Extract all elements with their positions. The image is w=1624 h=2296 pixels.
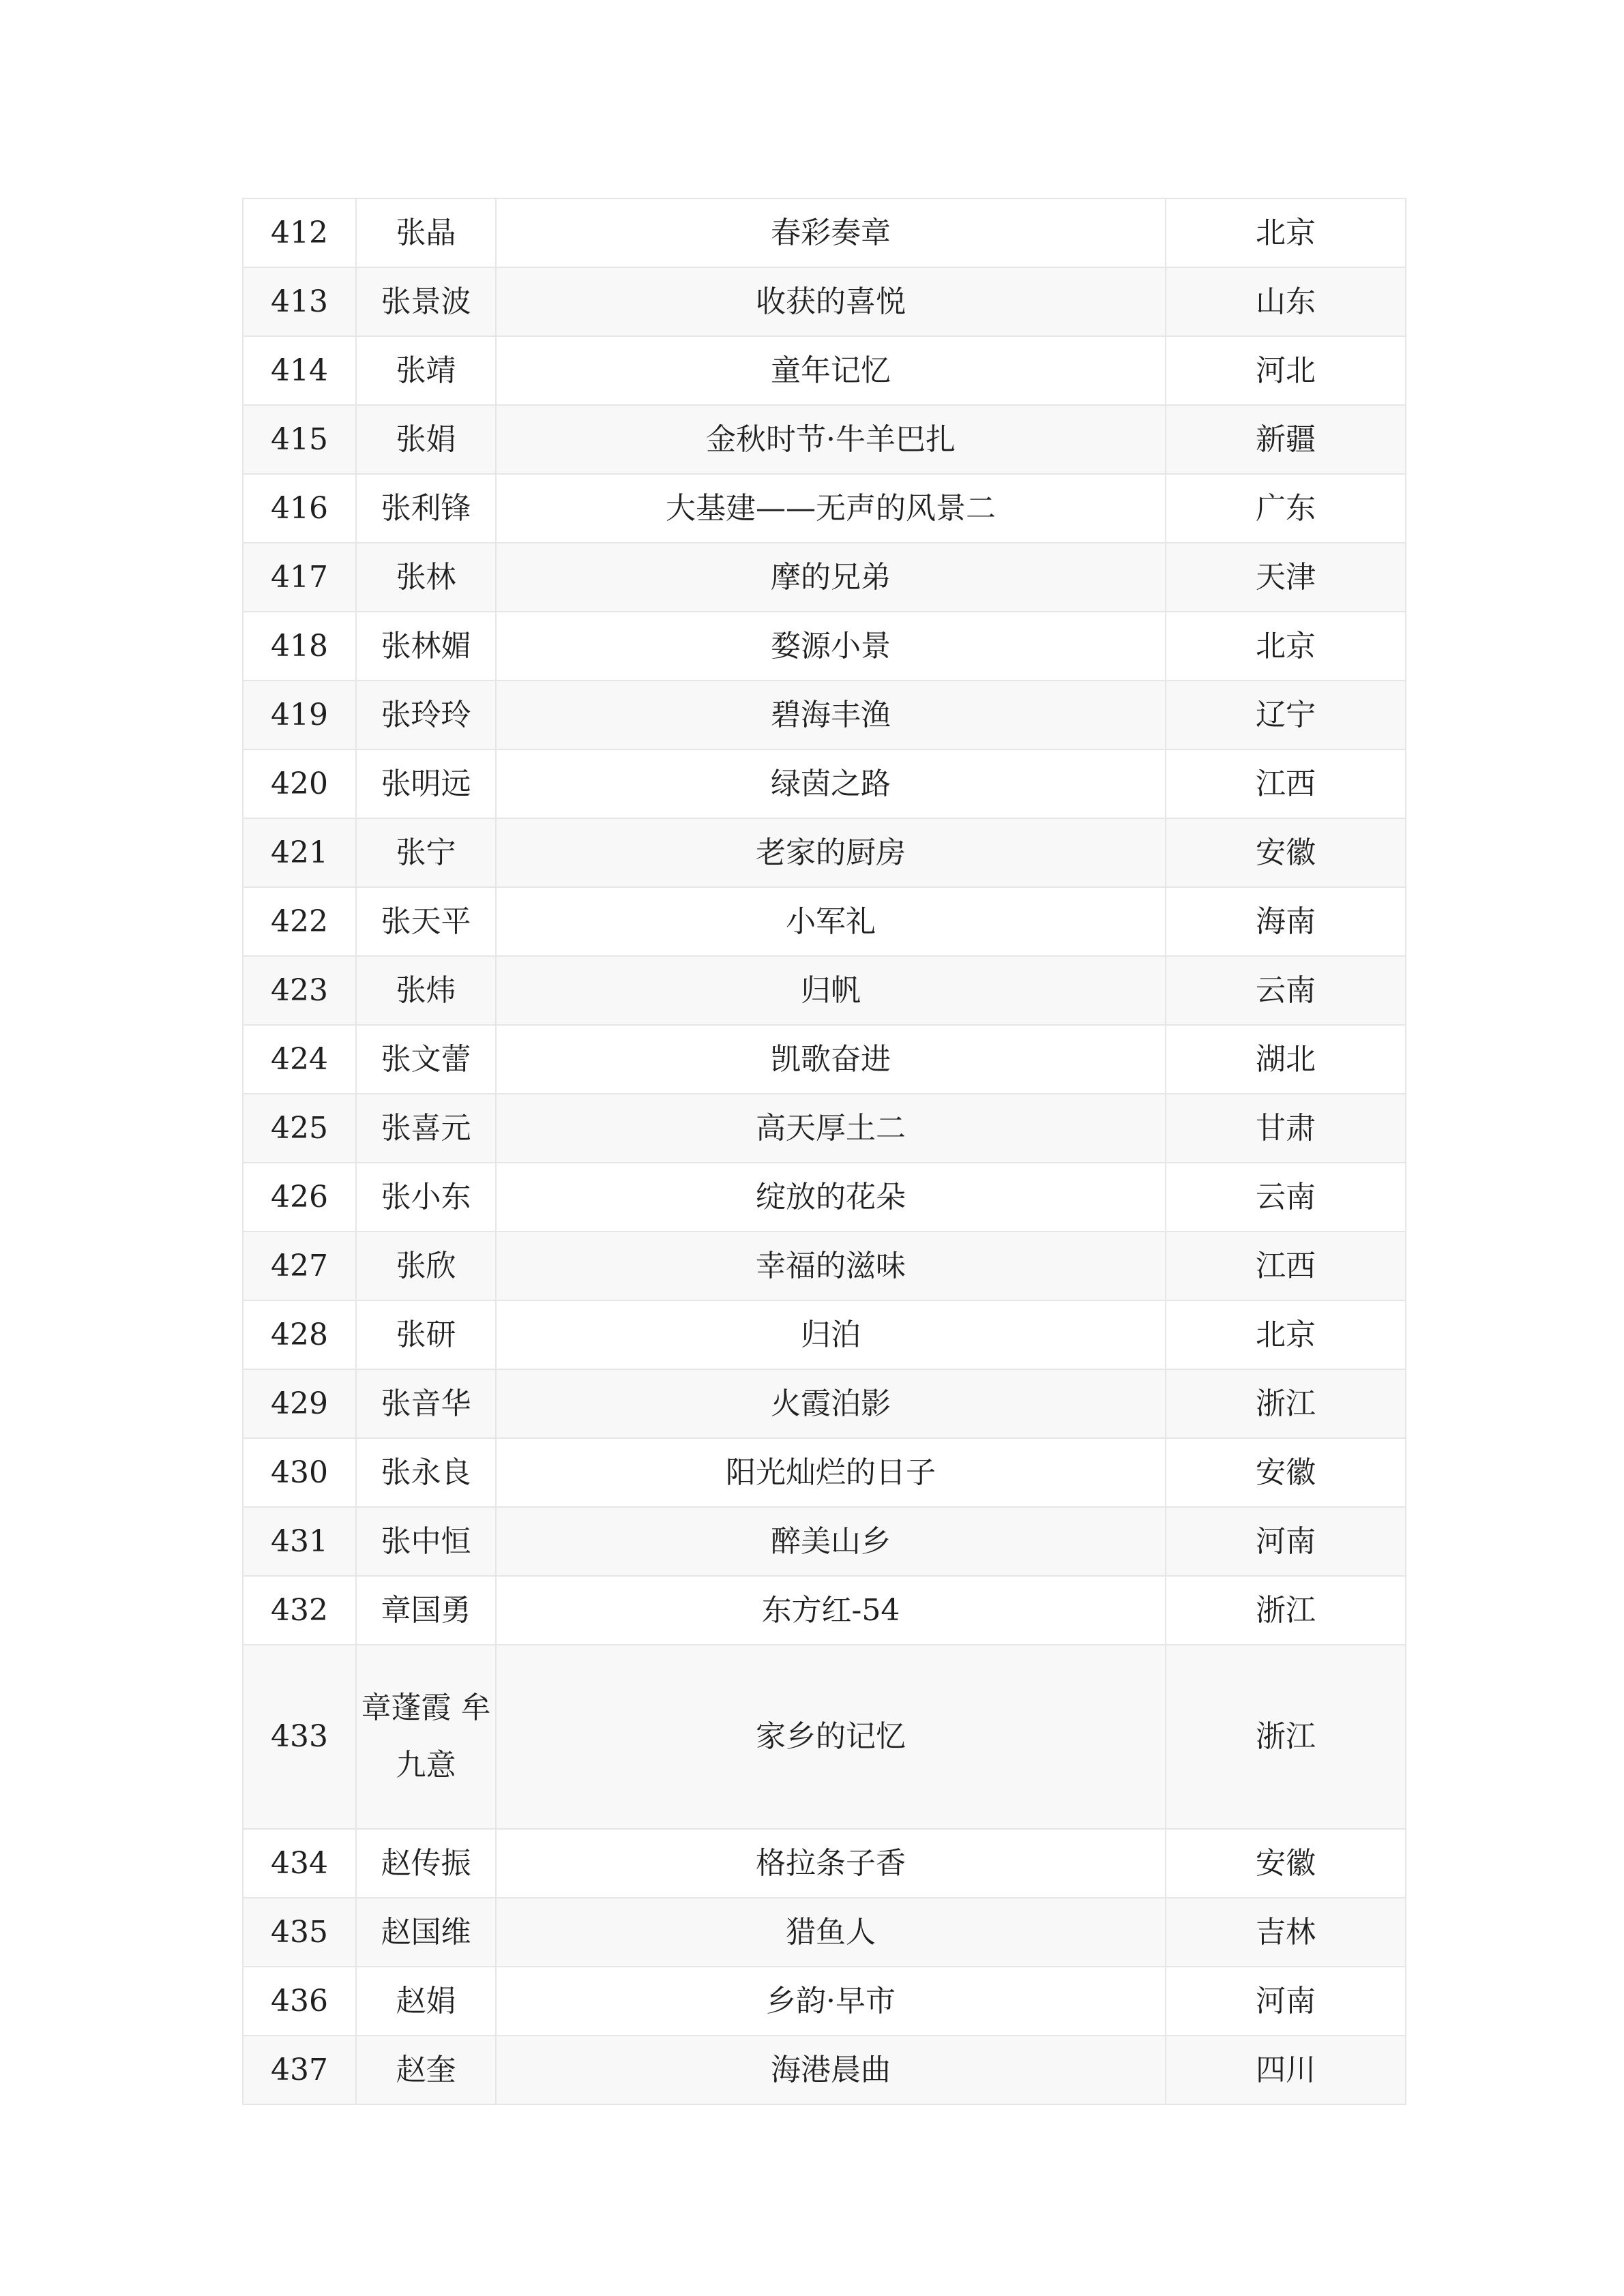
artist-name: 张晶 (356, 198, 496, 267)
row-number: 417 (243, 543, 356, 612)
entries-table (242, 198, 1406, 2105)
table-row (243, 405, 1406, 474)
row-number: 419 (243, 681, 356, 749)
artwork-title: 乡韵·早市 (496, 1967, 1166, 2036)
artwork-title: 金秋时节·牛羊巴扎 (496, 405, 1166, 474)
province: 广东 (1166, 474, 1406, 543)
table-row (243, 1645, 1406, 1829)
province: 海南 (1166, 887, 1406, 956)
artwork-title: 猎鱼人 (496, 1898, 1166, 1967)
table-row (243, 1094, 1406, 1163)
row-number: 421 (243, 818, 356, 887)
province: 湖北 (1166, 1025, 1406, 1094)
artwork-title: 大基建——无声的风景二 (496, 474, 1166, 543)
row-number: 431 (243, 1507, 356, 1576)
artwork-title: 碧海丰渔 (496, 681, 1166, 749)
province: 天津 (1166, 543, 1406, 612)
table-row (243, 1829, 1406, 1898)
row-number: 434 (243, 1829, 356, 1898)
artist-name: 赵娟 (356, 1967, 496, 2036)
artwork-title: 老家的厨房 (496, 818, 1166, 887)
row-number: 426 (243, 1163, 356, 1232)
table-row (243, 956, 1406, 1025)
artwork-title: 绽放的花朵 (496, 1163, 1166, 1232)
table-row (243, 612, 1406, 681)
province: 北京 (1166, 1300, 1406, 1369)
row-number: 428 (243, 1300, 356, 1369)
row-number: 415 (243, 405, 356, 474)
artist-name: 章蓬霞 牟九意 (356, 1645, 496, 1829)
table-row (243, 1025, 1406, 1094)
artwork-title: 摩的兄弟 (496, 543, 1166, 612)
artwork-title: 家乡的记忆 (496, 1645, 1166, 1829)
province: 安徽 (1166, 1829, 1406, 1898)
artwork-title: 幸福的滋味 (496, 1232, 1166, 1300)
row-number: 435 (243, 1898, 356, 1967)
artist-name: 张中恒 (356, 1507, 496, 1576)
artist-name: 张林媚 (356, 612, 496, 681)
row-number: 425 (243, 1094, 356, 1163)
province: 浙江 (1166, 1369, 1406, 1438)
table-row (243, 1232, 1406, 1300)
province: 云南 (1166, 1163, 1406, 1232)
row-number: 436 (243, 1967, 356, 2036)
table-row (243, 681, 1406, 749)
table-row (243, 1300, 1406, 1369)
province: 浙江 (1166, 1645, 1406, 1829)
province: 四川 (1166, 2036, 1406, 2104)
artist-name: 张炜 (356, 956, 496, 1025)
row-number: 418 (243, 612, 356, 681)
artist-name: 张喜元 (356, 1094, 496, 1163)
artist-name: 张文蕾 (356, 1025, 496, 1094)
artist-name: 赵奎 (356, 2036, 496, 2104)
province: 江西 (1166, 1232, 1406, 1300)
table-row (243, 749, 1406, 818)
artist-name: 张小东 (356, 1163, 496, 1232)
row-number: 430 (243, 1438, 356, 1507)
artwork-title: 高天厚土二 (496, 1094, 1166, 1163)
artwork-title: 火霞泊影 (496, 1369, 1166, 1438)
table-row (243, 1967, 1406, 2036)
row-number: 432 (243, 1576, 356, 1645)
province: 江西 (1166, 749, 1406, 818)
table-row (243, 1507, 1406, 1576)
row-number: 412 (243, 198, 356, 267)
province: 河南 (1166, 1507, 1406, 1576)
table-row (243, 1438, 1406, 1507)
artwork-title: 格拉条子香 (496, 1829, 1166, 1898)
entries-table-body (243, 198, 1406, 2104)
artwork-title: 东方红-54 (496, 1576, 1166, 1645)
artist-name: 张欣 (356, 1232, 496, 1300)
province: 安徽 (1166, 818, 1406, 887)
artist-name: 张景波 (356, 267, 496, 336)
row-number: 433 (243, 1645, 356, 1829)
artist-name: 张娟 (356, 405, 496, 474)
artist-name: 章国勇 (356, 1576, 496, 1645)
row-number: 427 (243, 1232, 356, 1300)
artwork-title: 春彩奏章 (496, 198, 1166, 267)
artwork-title: 归帆 (496, 956, 1166, 1025)
row-number: 416 (243, 474, 356, 543)
artist-name: 张研 (356, 1300, 496, 1369)
table-row (243, 1898, 1406, 1967)
table-row (243, 267, 1406, 336)
row-number: 413 (243, 267, 356, 336)
artist-name: 张利锋 (356, 474, 496, 543)
table-row (243, 198, 1406, 267)
table-row (243, 1369, 1406, 1438)
table-row (243, 543, 1406, 612)
province: 山东 (1166, 267, 1406, 336)
province: 北京 (1166, 198, 1406, 267)
artwork-title: 归泊 (496, 1300, 1166, 1369)
row-number: 424 (243, 1025, 356, 1094)
province: 河南 (1166, 1967, 1406, 2036)
artwork-title: 凯歌奋进 (496, 1025, 1166, 1094)
row-number: 414 (243, 336, 356, 405)
table-row (243, 336, 1406, 405)
table-row (243, 474, 1406, 543)
artist-name: 张明远 (356, 749, 496, 818)
artwork-title: 阳光灿烂的日子 (496, 1438, 1166, 1507)
artist-name: 赵传振 (356, 1829, 496, 1898)
row-number: 422 (243, 887, 356, 956)
artist-name: 张永良 (356, 1438, 496, 1507)
province: 河北 (1166, 336, 1406, 405)
province: 北京 (1166, 612, 1406, 681)
artist-name: 张天平 (356, 887, 496, 956)
artwork-title: 绿茵之路 (496, 749, 1166, 818)
row-number: 423 (243, 956, 356, 1025)
artwork-title: 婺源小景 (496, 612, 1166, 681)
table-row (243, 887, 1406, 956)
artist-name: 赵国维 (356, 1898, 496, 1967)
table-row (243, 1576, 1406, 1645)
artist-name: 张玲玲 (356, 681, 496, 749)
table-row (243, 818, 1406, 887)
province: 辽宁 (1166, 681, 1406, 749)
province: 新疆 (1166, 405, 1406, 474)
table-row (243, 1163, 1406, 1232)
artist-name: 张宁 (356, 818, 496, 887)
province: 安徽 (1166, 1438, 1406, 1507)
artwork-title: 醉美山乡 (496, 1507, 1166, 1576)
province: 浙江 (1166, 1576, 1406, 1645)
artwork-title: 小军礼 (496, 887, 1166, 956)
artwork-title: 海港晨曲 (496, 2036, 1166, 2104)
artwork-title: 童年记忆 (496, 336, 1166, 405)
artwork-title: 收获的喜悦 (496, 267, 1166, 336)
table-row (243, 2036, 1406, 2104)
province: 吉林 (1166, 1898, 1406, 1967)
row-number: 429 (243, 1369, 356, 1438)
artist-name: 张林 (356, 543, 496, 612)
artist-name: 张音华 (356, 1369, 496, 1438)
row-number: 437 (243, 2036, 356, 2104)
row-number: 420 (243, 749, 356, 818)
province: 甘肃 (1166, 1094, 1406, 1163)
province: 云南 (1166, 956, 1406, 1025)
artist-name: 张靖 (356, 336, 496, 405)
